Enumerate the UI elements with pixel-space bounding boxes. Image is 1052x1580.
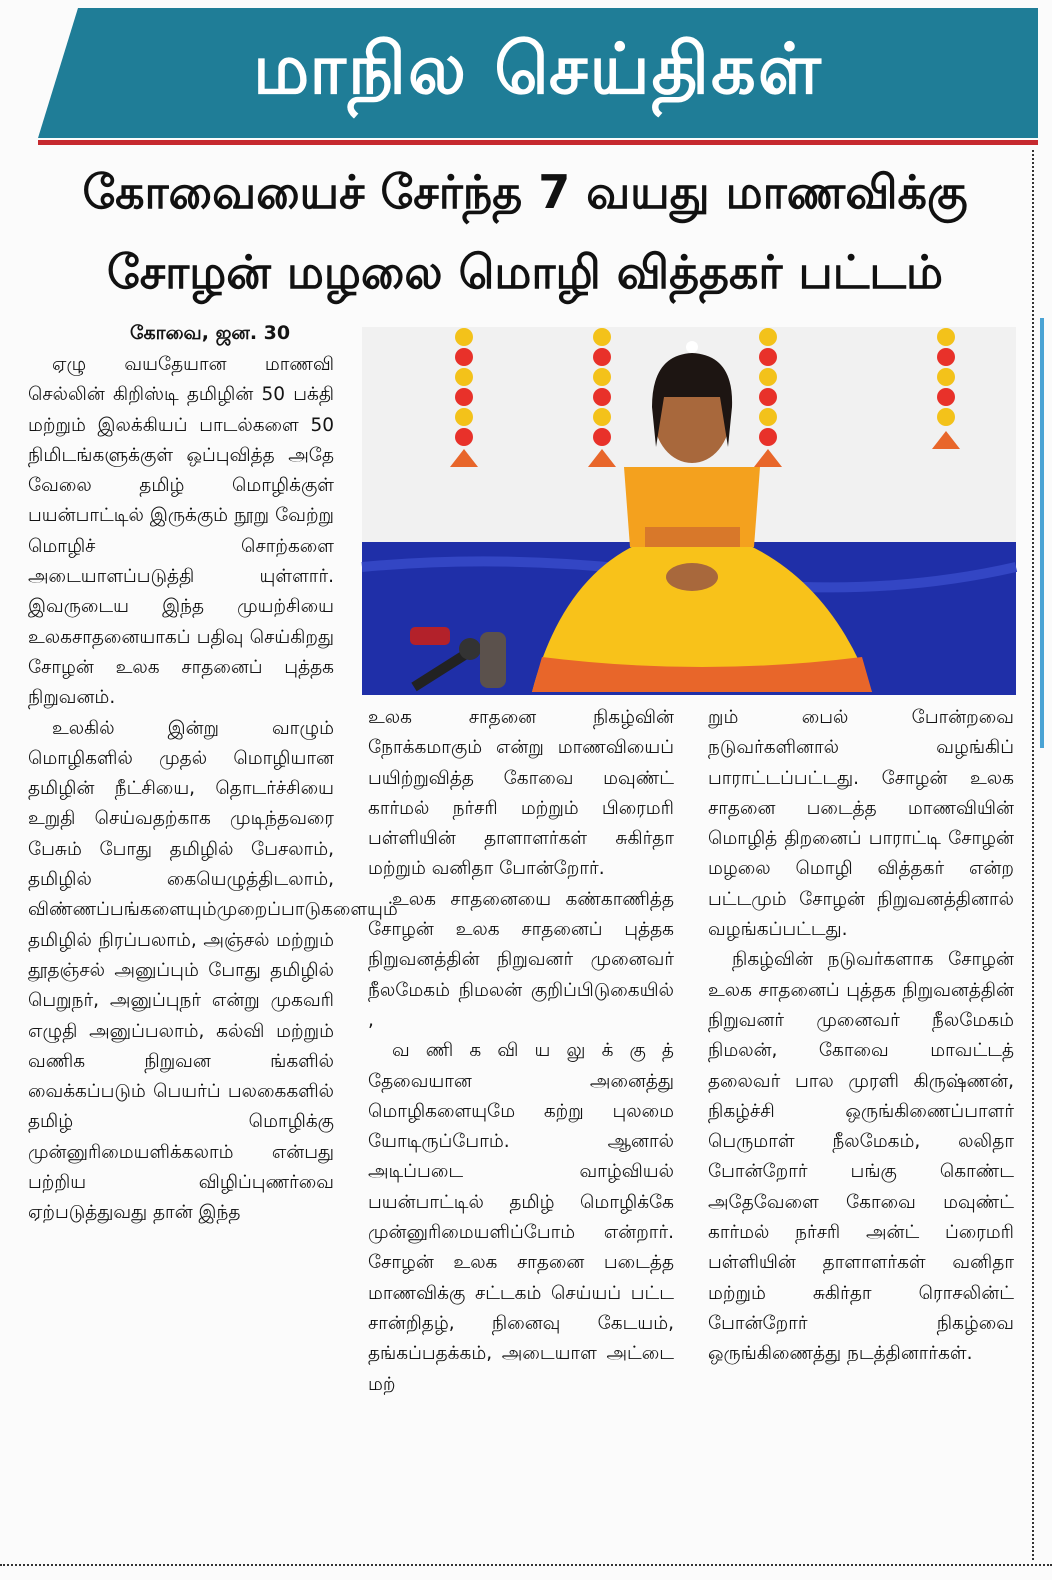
recorder-icon — [410, 627, 450, 645]
adjacent-page-edge — [1040, 318, 1044, 748]
girl-seated-with-microphones-photo — [362, 327, 1016, 695]
article-column-1 — [28, 350, 398, 1560]
section-title: மாநில செய்திகள் — [253, 27, 823, 110]
microphone-2-icon — [480, 632, 506, 688]
article-column-2 — [368, 703, 674, 1553]
column-2-paragraph-1: உலக சாதனை நிகழ்வின் நோக்கமாகும் என்று மாணவியைப் பயிற்றுவித்த கோவை மவுண்ட் கார்மல் நர்சரி மற்றும் பிரைமரி பள்ளியின் தாளாளர்கள் சுகிர்தா மற்றும் வனிதா போன்றோர். — [368, 707, 674, 880]
column-3-paragraph-2: நிகழ்வின் நடுவர்களாக சோழன் உலக சாதனைப் புத்தக நிறுவனத்தின் நிறுவனர் முனைவர் நீலமேகம் நிமலன், கோவை மாவட்டத் தலைவர் பால முரளி கிருஷ்ணன், நிகழ்ச்சி ஒருங்கிணைப்பாளர் பெருமாள் நீலமேகம், லலிதா போன்றோர் பங்கு கொண்ட அதேவேளை கோவை மவுண்ட் கார்மல் நர்சரி அன்ட் ப்ரைமரி பள்ளியின் தாளாளர்கள் வனிதா மற்றும் சுகிர்தா ரொசலின்ட் போன்றோர் நிகழ்வை ஒருங்கிணைத்து நடத்தினார்கள். — [708, 949, 1014, 1365]
column-2-paragraph-3: வ ணி க வி ய லு க் கு த் தேவையான அனைத்து மொழிகளையுமே கற்று புலமை யோடிருப்போம். ஆனால் அடிப்படை வாழ்வியல் பயன்பாட்டில் தமிழ் மொழிக்கே முன்னுரிமையளிப்போம் என்றார். சோழன் உலக சாதனை படைத்த மாணவிக்கு சட்டகம் செய்யப் பட்ட சான்றிதழ், நினைவு கேடயம், தங்கப்பதக்கம், அடையாள அட்டை மற் — [368, 1040, 674, 1395]
column-3-paragraph-1: றும் பைல் போன்றவை நடுவர்களினால் வழங்கிப் பாராட்டப்பட்டது. சோழன் உலக சாதனை படைத்த மாணவியின் மொழித் திறனைப் பாராட்டி சோழன் மழலை மொழி வித்தகர் என்ற பட்டமும் சோழன் நிறுவனத்தினால் வழங்கப்பட்டது. — [708, 707, 1014, 941]
headline-line-2: சோழன் மழலை மொழி வித்தகர் பட்டம் — [107, 245, 943, 299]
article-column-3 — [708, 703, 1014, 1553]
article-photo — [362, 327, 1016, 695]
column-divider-dotted — [1032, 150, 1034, 1560]
dateline: கோவை, ஜன. 30 — [130, 322, 291, 344]
column-1-paragraph-2: உலகில் இன்று வாழும் மொழிகளில் முதல் மொழியான தமிழின் நீட்சியை, தொடர்ச்சியை உறுதி செய்வதற்காக முடிந்தவரை பேசும் போது தமிழில் பேசலாம், தமிழில் கையெழுத்திடலாம், விண்ணப்பங்களையும்முறைப்பாடுகளையும் தமிழில் நிரப்பலாம், அஞ்சல் மற்றும் தூதஞ்சல் அனுப்பும் போது தமிழில் பெறுநர், அனுப்புநர் என்று முகவரி எழுதி அனுப்பலாம், கல்வி மற்றும் வணிக நிறுவன ங்களில் வைக்கப்படும் பெயர்ப் பலகைகளில் தமிழ் மொழிக்கு முன்னுரிமையளிக்கலாம் என்பது பற்றிய விழிப்புணர்வை ஏற்படுத்துவது தான் இந்த — [28, 717, 398, 1224]
banner-red-rule — [38, 140, 1038, 145]
column-2-paragraph-2: உலக சாதனையை கண்காணித்த சோழன் உலக சாதனைப் புத்தக நிறுவனத்தின் நிறுவனர் முனைவர் நீலமேகம் நிமலன் குறிப்பிடுகையில் , — [368, 888, 674, 1031]
column-1-paragraph-1: ஏழு வயதேயான மாணவி செல்லின் கிறிஸ்டி தமிழின் 50 பக்தி மற்றும் இலக்கியப் பாடல்களை 50 நிமிடங்களுக்குள் ஒப்புவித்த அதே வேலை தமிழ் மொழிக்குள் பயன்பாட்டில் இருக்கும் நூறு வேற்று மொழிச் சொற்களை அடையாளப்படுத்தி யுள்ளார். இவருடைய இந்த முயற்சியை உலகசாதனையாகப் பதிவு செய்கிறது சோழன் உலக சாதனைப் புத்தக நிறுவனம். — [28, 354, 334, 709]
bottom-divider-dotted — [0, 1564, 1052, 1566]
headline-line-1: கோவையைச் சேர்ந்த 7 வயது மாணவிக்கு — [82, 165, 968, 219]
